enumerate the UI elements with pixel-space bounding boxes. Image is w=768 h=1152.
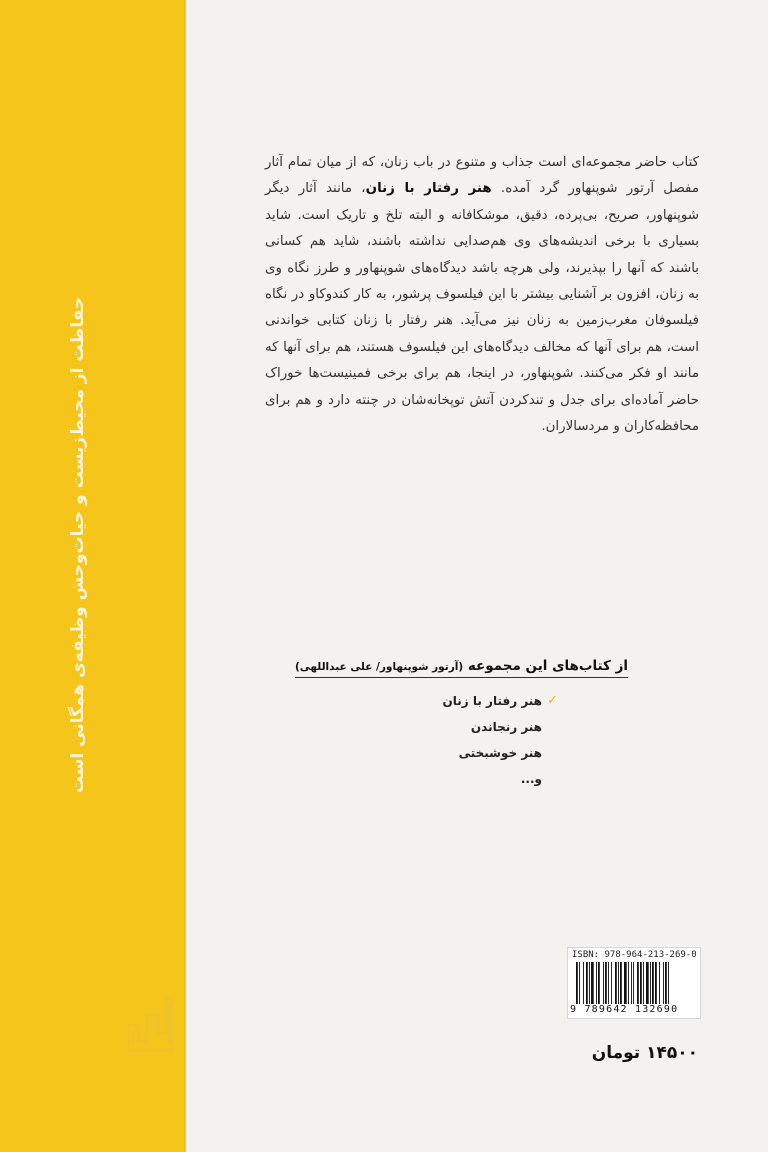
barcode-bar (605, 962, 607, 1004)
barcode-bar (583, 962, 584, 1004)
series-book-item (288, 766, 542, 792)
publisher-stairs-logo-icon (125, 995, 175, 1053)
isbn-digits: 9 789642 132690 (570, 1004, 679, 1015)
series-book-title: و... (520, 772, 542, 786)
series-title: از کتاب‌های این مجموعه (467, 658, 628, 674)
series-book-item (288, 740, 542, 766)
barcode-bar (665, 962, 667, 1004)
barcode-bar (640, 962, 642, 1004)
series-book-title: هنر رفتار با زنان (442, 694, 542, 708)
barcode-bar (633, 962, 634, 1004)
barcode-bar (598, 962, 600, 1004)
barcode-bar (655, 962, 657, 1004)
barcode-bar (589, 962, 590, 1004)
series-book-list (288, 688, 628, 792)
barcode-bar (631, 962, 632, 1004)
series-book-title: هنر خوشبختی (458, 746, 542, 760)
barcode-bar (579, 962, 580, 1004)
barcode-bar (576, 962, 578, 1004)
spine-text: حفاظت از محیط‌زیست و حیات‌وحش وظیفه‌ی همگانی است (68, 296, 88, 794)
isbn-label: ISBN: 978-964-213-269-0 (572, 950, 697, 960)
series-book-title: هنر رنجاندن (470, 720, 542, 734)
barcode-bar (603, 962, 604, 1004)
series-book-item (288, 688, 558, 714)
barcode-bar (652, 962, 654, 1004)
barcode-bar (650, 962, 651, 1004)
blurb-text-part2: ، مانند آثار دیگر شوپنهاور، صریح، بی‌پرده، دقیق، موشکافانه و البته تلخ و تاریک است. شاید بسیاری با برخی اندیشه‌های وی هم‌صدایی نداشته باشند، شاید هم کسانی باشند که آنها را بپذیرند، ولی هرچه باشد دیدگاه‌های شوپنهاور و طرز نگاه وی به زنان، افزون بر آشنایی بیشتر با این فیلسوف پرشور، به کار کندوکاو در نگاه فیلسوفان مغرب‌زمین به زنان نیز می‌آید. هنر رفتار با زنان کتابی خواندنی است، هم برای آنها که مخالف دیدگاه‌های این فیلسوف هستند، هم برای آنها که مانند او فکر می‌کنند. شوپنهاور، در اینجا، هم برای برخی فمینیست‌ها خوراک حاضر آماده‌ای برای جدل و تندکردن آتش توپخانه‌شان در چنته دارد و هم برای محافظه‌کاران و مردسالاران. (265, 181, 699, 435)
back-cover-blurb (265, 150, 699, 440)
barcode-bar (624, 962, 627, 1004)
series-heading (295, 658, 628, 678)
barcode-bar (611, 962, 612, 1004)
blurb-text-part1: کتاب حاضر مجموعه‌ای است جذاب و متنوع در باب زنان، که از میان تمام آثار مفصل آرتور شوپنهاور گرد آمده. (265, 155, 700, 197)
barcode-bar (620, 962, 622, 1004)
isbn-barcode-box (567, 947, 701, 1019)
barcode-bar (628, 962, 629, 1004)
barcode-bar (586, 962, 588, 1004)
barcode-bar (659, 962, 660, 1004)
barcode-bar (591, 962, 594, 1004)
barcode-bar (637, 962, 639, 1004)
barcode-bar (646, 962, 649, 1004)
barcode-bar (668, 962, 669, 1004)
barcode-bar (643, 962, 644, 1004)
spine (0, 0, 186, 1152)
check-icon: ✓ (547, 693, 558, 708)
series-book-item (288, 714, 542, 740)
barcode-bar (618, 962, 619, 1004)
barcode-bar (596, 962, 597, 1004)
barcode-bar (608, 962, 609, 1004)
barcode-bar (615, 962, 617, 1004)
barcode-icon (576, 962, 692, 1004)
price: ۱۴۵۰۰ تومان (591, 1043, 698, 1063)
series-author: (آرتور شوپنهاور/ علی عبداللهی) (294, 661, 464, 673)
series-section (288, 655, 628, 792)
blurb-book-title: هنر رفتار با زنان (365, 181, 492, 197)
barcode-bar (663, 962, 664, 1004)
